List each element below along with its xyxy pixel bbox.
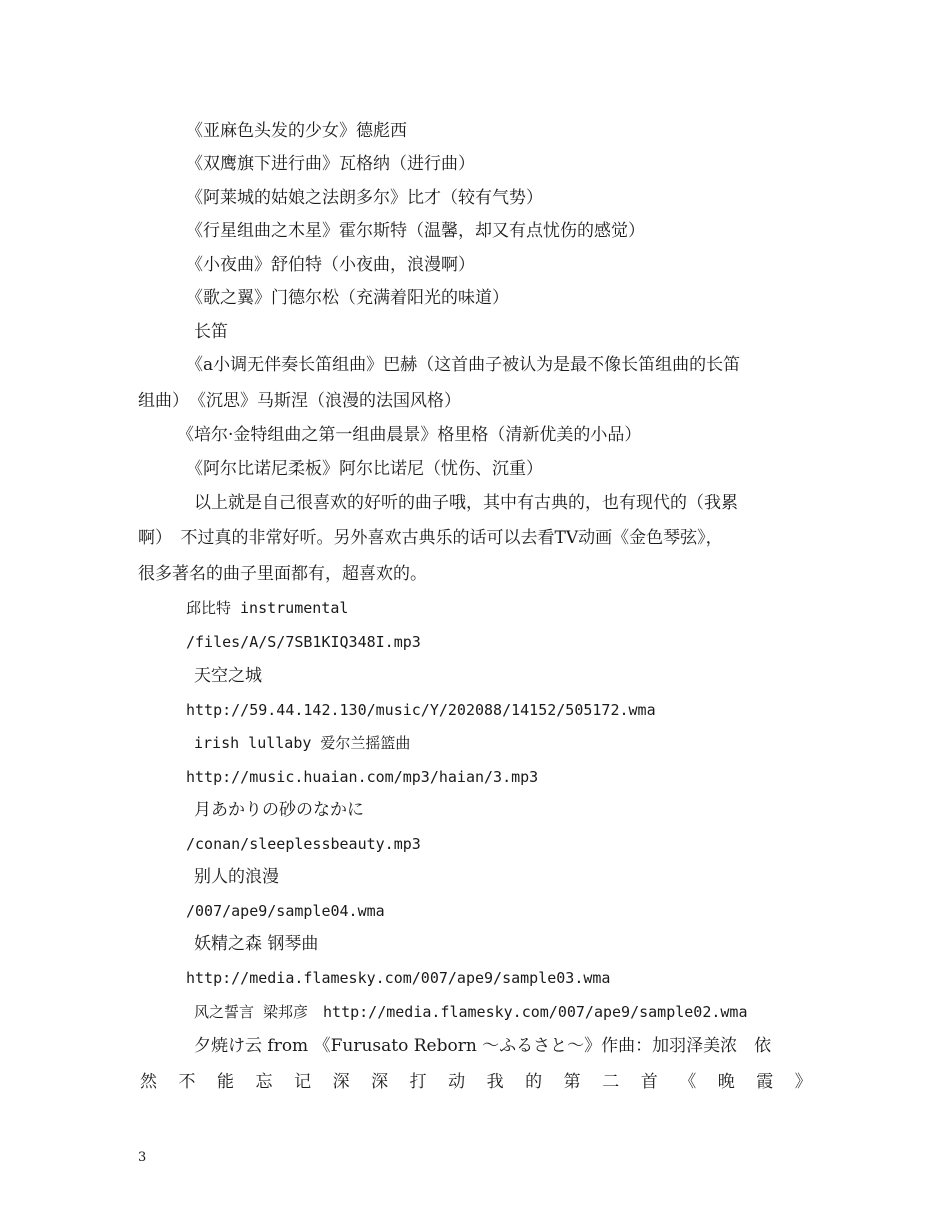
paragraph-line: 啊） 不过真的非常好听。另外喜欢古典乐的话可以去看TV动画《金色琴弦》， bbox=[138, 528, 723, 548]
paragraph-line: 以上就是自己很喜欢的好听的曲子哦，其中有古典的，也有现代的（我累 bbox=[194, 493, 738, 513]
section-heading: 长笛 bbox=[194, 322, 228, 342]
char: 忘 bbox=[255, 1072, 273, 1092]
text-line: 《双鹰旗下进行曲》瓦格纳（进行曲） bbox=[186, 154, 475, 174]
song-url: /007/ape9/sample04.wma bbox=[186, 902, 385, 920]
text-line: 组曲） 《沉思》马斯涅（浪漫的法国风格） bbox=[138, 391, 461, 411]
char: 然 bbox=[140, 1072, 157, 1092]
char: 晚 bbox=[717, 1072, 735, 1092]
char: 首 bbox=[640, 1072, 658, 1092]
text-line: 《亚麻色头发的少女》德彪西 bbox=[186, 121, 407, 141]
song-url: http://music.huaian.com/mp3/haian/3.mp3 bbox=[186, 768, 539, 786]
char: 能 bbox=[217, 1072, 235, 1092]
song-url: http://media.flamesky.com/007/ape9/sample03.wma bbox=[186, 969, 611, 987]
song-title: 妖精之森 钢琴曲 bbox=[194, 934, 319, 954]
song-title: 天空之城 bbox=[194, 666, 262, 686]
paragraph-line: 很多著名的曲子里面都有，超喜欢的。 bbox=[138, 564, 427, 584]
paragraph-line: 夕焼け云 from 《Furusato Reborn ～ふるさと～》作曲：加羽泽美浓 依 bbox=[194, 1036, 772, 1056]
text-line: 《a小调无伴奏长笛组曲》巴赫（这首曲子被认为是最不像长笛组曲的长笛 bbox=[186, 355, 741, 375]
song-title: irish lullaby 爱尔兰摇篮曲 bbox=[194, 734, 411, 752]
char: 第 bbox=[563, 1072, 581, 1092]
text-line: 《阿尔比诺尼柔板》阿尔比诺尼（忧伤、沉重） bbox=[186, 459, 543, 479]
justified-line bbox=[140, 1071, 812, 1093]
text-line: 《行星组曲之木星》霍尔斯特（温馨，却又有点忧伤的感觉） bbox=[186, 221, 645, 241]
char: 的 bbox=[525, 1072, 543, 1092]
text-line: 《培尔·金特组曲之第一组曲晨景》格里格（清新优美的小品） bbox=[177, 425, 642, 445]
char: 深 bbox=[371, 1072, 389, 1092]
char: 霞 bbox=[756, 1072, 774, 1092]
char: 《 bbox=[679, 1072, 697, 1092]
song-title: 邱比特 instrumental bbox=[186, 599, 349, 617]
text-line: 《阿莱城的姑娘之法朗多尔》比才（较有气势） bbox=[186, 188, 543, 208]
char: 二 bbox=[602, 1072, 620, 1092]
page-number: 3 bbox=[138, 1150, 147, 1165]
song-entry: 风之誓言 梁邦彦 http://media.flamesky.com/007/ape9/sample02.wma bbox=[194, 1003, 748, 1021]
song-title: 月あかりの砂のなかに bbox=[194, 800, 364, 820]
char: 》 bbox=[794, 1072, 812, 1092]
text-line: 《歌之翼》门德尔松（充满着阳光的味道） bbox=[186, 288, 509, 308]
char: 记 bbox=[294, 1072, 312, 1092]
text-line: 《小夜曲》舒伯特（小夜曲，浪漫啊） bbox=[186, 255, 475, 275]
song-url: /files/A/S/7SB1KIQ348I.mp3 bbox=[186, 633, 421, 651]
song-url: http://59.44.142.130/music/Y/202088/14152/505172.wma bbox=[186, 701, 656, 719]
char: 深 bbox=[332, 1072, 350, 1092]
song-url: /conan/sleeplessbeauty.mp3 bbox=[186, 835, 421, 853]
char: 不 bbox=[178, 1072, 196, 1092]
song-title: 别人的浪漫 bbox=[194, 867, 279, 887]
char: 动 bbox=[448, 1072, 466, 1092]
char: 我 bbox=[486, 1072, 504, 1092]
char: 打 bbox=[409, 1072, 427, 1092]
